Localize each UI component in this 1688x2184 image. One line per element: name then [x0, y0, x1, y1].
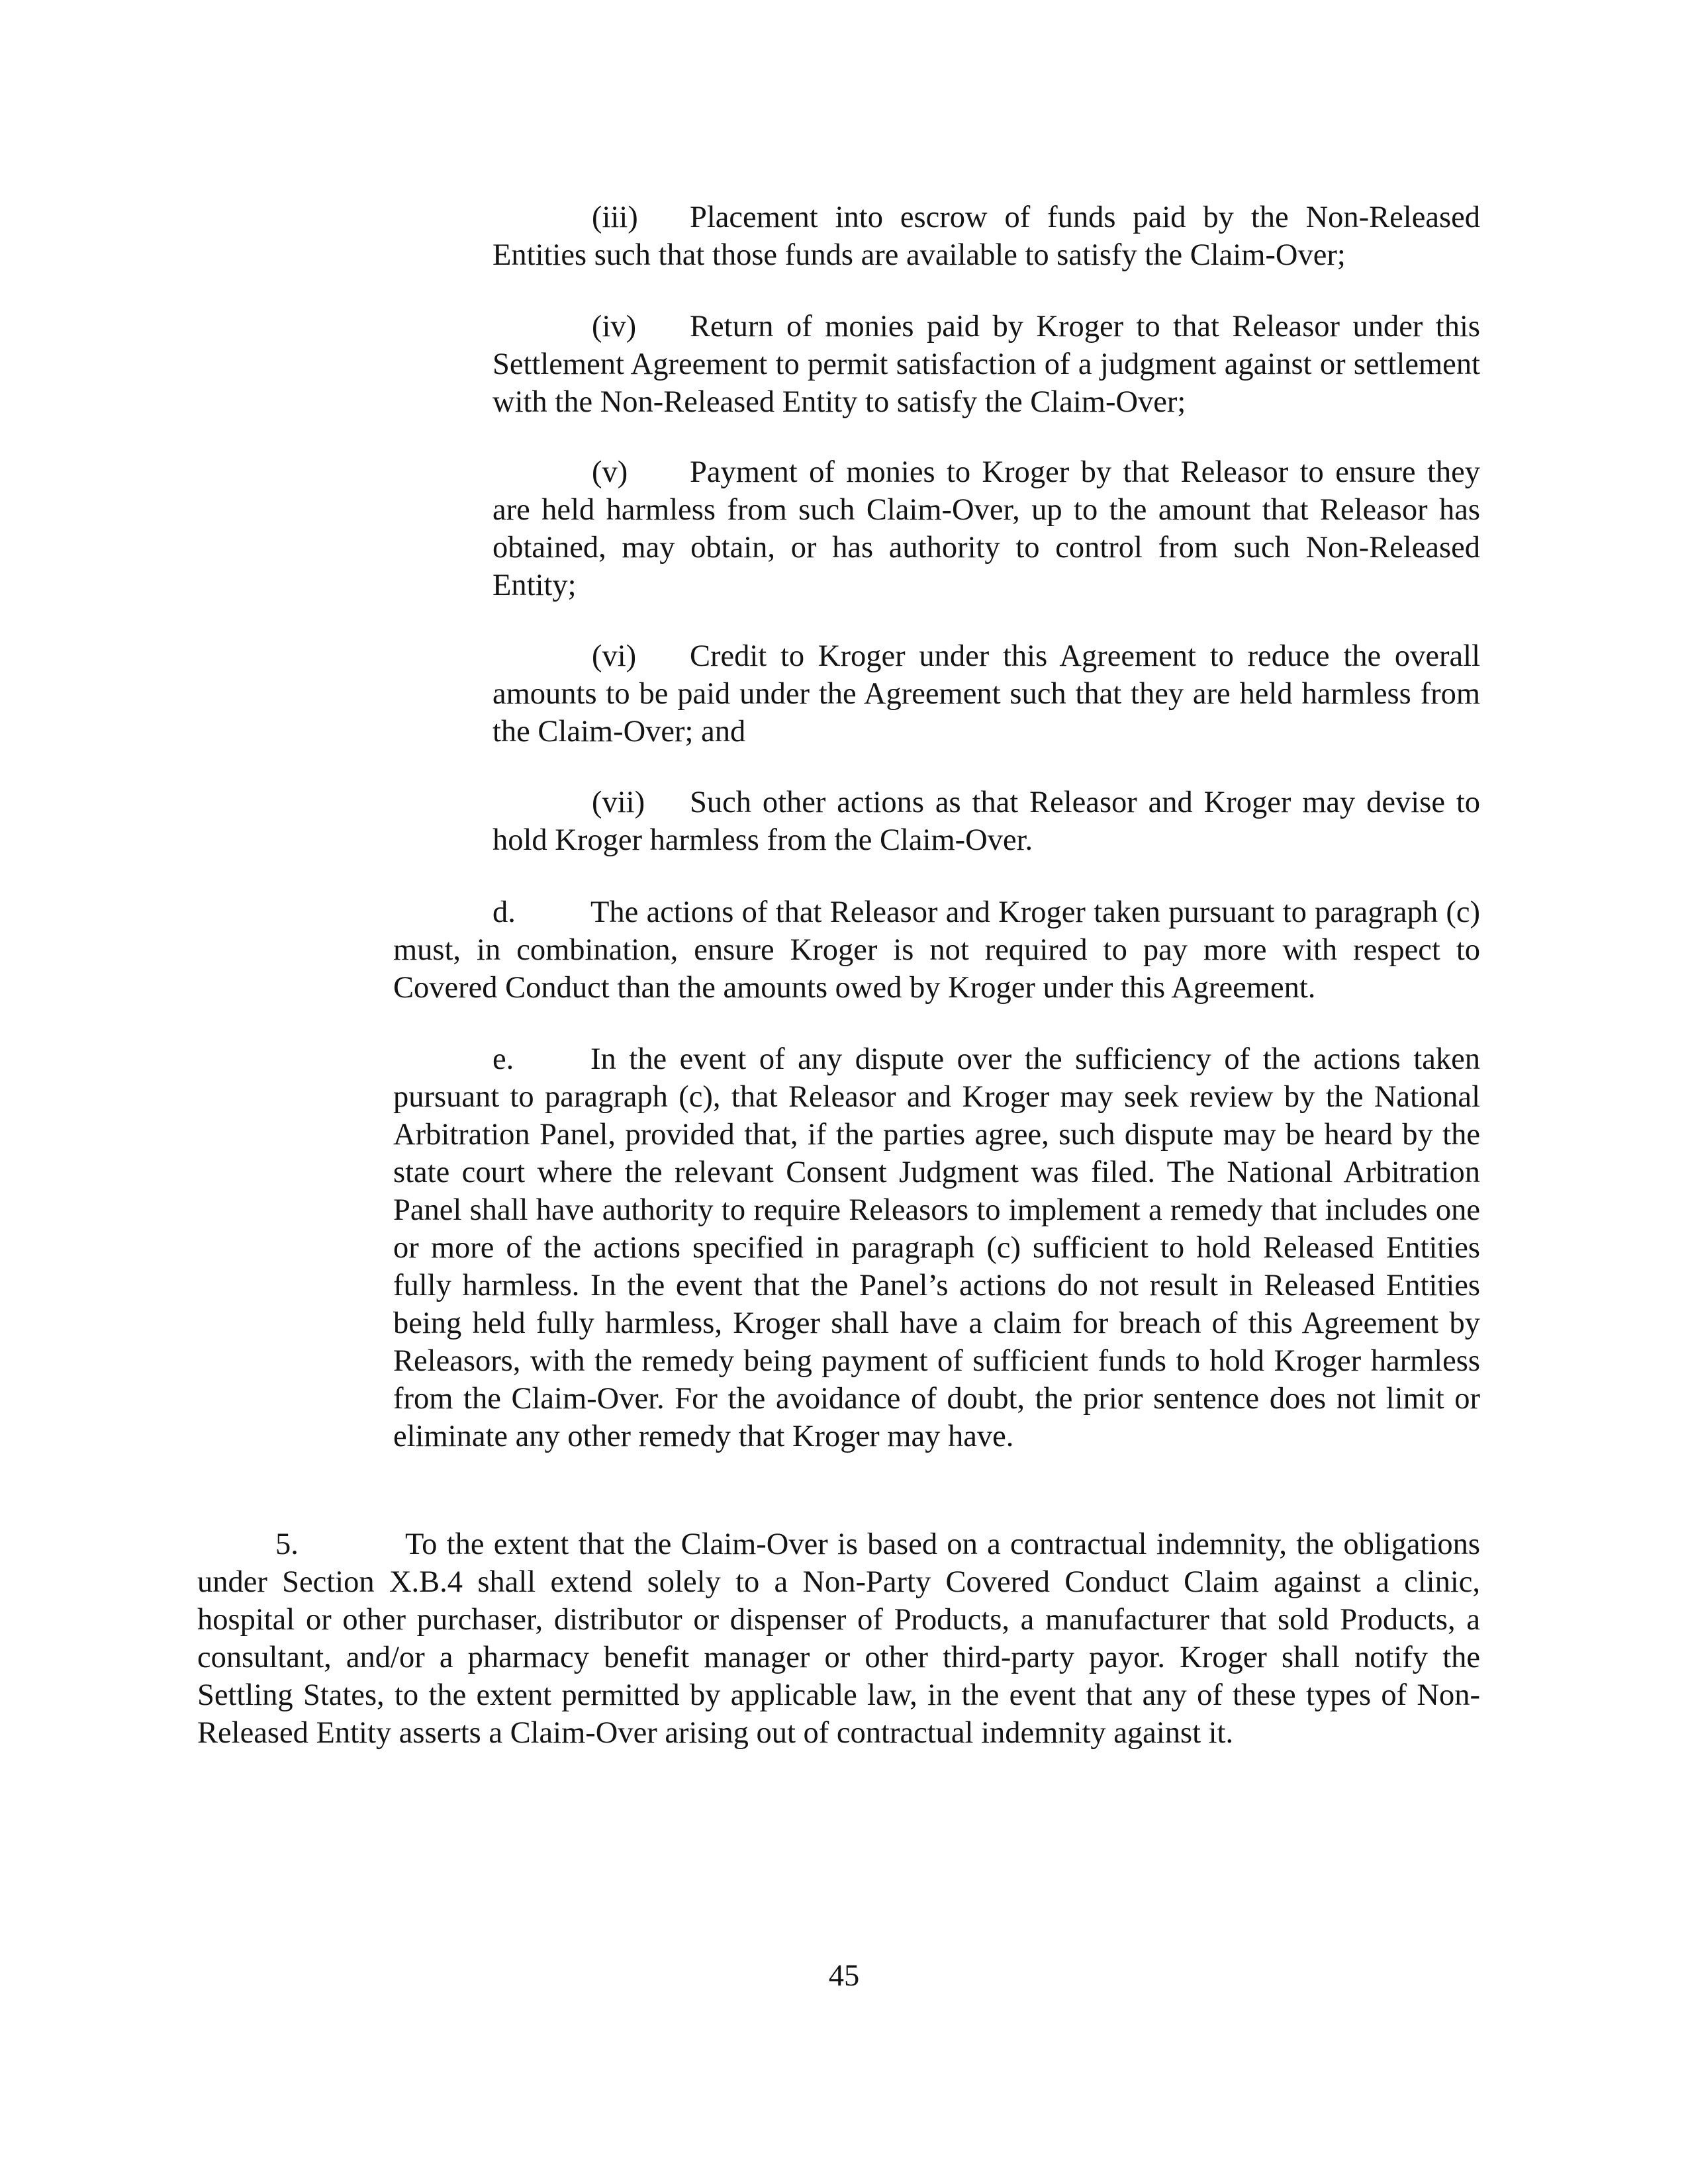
- paragraph-marker: (iv): [592, 310, 637, 343]
- paragraph-5: [197, 1525, 1480, 1752]
- paragraph-marker: (v): [592, 455, 628, 489]
- paragraph-text: Such other actions as that Releasor and Kroger may devise to hold Kroger harmless from the Claim-Over.: [492, 786, 1480, 857]
- paragraph-text: Placement into escrow of funds paid by the Non-Released Entities such that those funds are available to satisfy the Claim-Over;: [492, 201, 1480, 272]
- paragraph-text: The actions of that Releasor and Kroger taken pursuant to paragraph (c) must, in combination, ensure Kroger is not required to pay more with respect to Covered Conduct than the amounts owed by Kroger under this Agreement.: [393, 895, 1480, 1005]
- paragraph-marker: e.: [492, 1042, 514, 1076]
- paragraph-text: Return of monies paid by Kroger to that Releasor under this Settlement Agreement to permit satisfaction of a judgment against or settlement with the Non-Released Entity to satisfy the Claim-Over;: [492, 310, 1480, 419]
- paragraph-text: To the extent that the Claim-Over is based on a contractual indemnity, the obligations under Section X.B.4 shall extend solely to a Non-Party Covered Conduct Claim against a clinic, hospital or other purchaser, distributor or dispenser of Products, a manufacturer that sold Products, a consultant, and/or a pharmacy benefit manager or other third-party payor. Kroger shall notify the Settling States, to the extent permitted by applicable law, in the event that any of these types of Non-Released Entity asserts a Claim-Over arising out of contractual indemnity against it.: [197, 1527, 1480, 1750]
- paragraph-vi: [492, 637, 1480, 751]
- paragraph-iv: [492, 308, 1480, 421]
- paragraph-v: [492, 453, 1480, 604]
- paragraph-marker: (iii): [592, 201, 638, 234]
- page-number: 45: [828, 1959, 860, 1993]
- paragraph-e: [393, 1040, 1480, 1455]
- paragraph-text: In the event of any dispute over the sufficiency of the actions taken pursuant to paragraph (c), that Releasor and Kroger may seek review by the National Arbitration Panel, provided that, if the parties agree, such dispute may be heard by the state court where the relevant Consent Judgment was filed. The National Arbitration Panel shall have authority to require Releasors to implement a remedy that includes one or more of the actions specified in paragraph (c) sufficient to hold Released Entities fully harmless. In the event that the Panel’s actions do not result in Released Entities being held fully harmless, Kroger shall have a claim for breach of this Agreement by Releasors, with the remedy being payment of sufficient funds to hold Kroger harmless from the Claim-Over. For the avoidance of doubt, the prior sentence does not limit or eliminate any other remedy that Kroger may have.: [393, 1042, 1480, 1453]
- paragraph-marker: d.: [492, 895, 516, 929]
- paragraph-text: Payment of monies to Kroger by that Releasor to ensure they are held harmless from such Claim-Over, up to the amount that Releasor has obtained, may obtain, or has authority to control from such Non-Released Entity;: [492, 455, 1480, 602]
- paragraph-vii: [492, 784, 1480, 859]
- paragraph-d: [393, 893, 1480, 1007]
- paragraph-text: Credit to Kroger under this Agreement to reduce the overall amounts to be paid under the Agreement such that they are held harmless from the Claim-Over; and: [492, 639, 1480, 749]
- paragraph-marker: (vi): [592, 639, 637, 673]
- paragraph-iii: [492, 199, 1480, 274]
- paragraph-marker: 5.: [275, 1527, 299, 1561]
- paragraph-marker: (vii): [592, 786, 645, 819]
